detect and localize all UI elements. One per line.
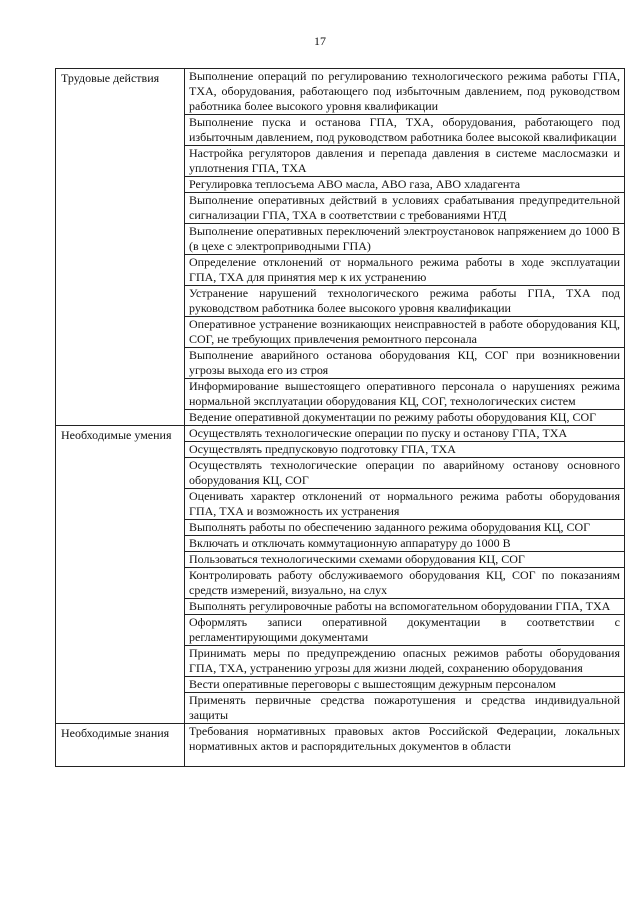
list-item: Выполнять регулировочные работы на вспомогательном оборудовании ГПА, ТХА xyxy=(185,598,624,614)
list-item: Осуществлять технологические операции по аварийному останову основного оборудования КЦ, СОГ xyxy=(185,457,624,488)
list-item: Ведение оперативной документации по режиму работы оборудования КЦ, СОГ xyxy=(185,409,624,425)
list-item: Выполнение оперативных переключений электроустановок напряжением до 1000 В (в цехе с электроприводными ГПА) xyxy=(185,223,624,254)
list-item: Регулировка теплосъема АВО масла, АВО газа, АВО хладагента xyxy=(185,176,624,192)
list-item: Оформлять записи оперативной документации в соответствии с регламентирующими документами xyxy=(185,614,624,645)
list-item: Контролировать работу обслуживаемого оборудования КЦ, СОГ по показаниям средств измерений, визуально, на слух xyxy=(185,567,624,598)
list-item: Пользоваться технологическими схемами оборудования КЦ, СОГ xyxy=(185,551,624,567)
section-required-skills xyxy=(56,426,625,724)
list-item: Оценивать характер отклонений от нормального режима работы оборудования ГПА, ТХА и возможность их устранения xyxy=(185,488,624,519)
list-item: Выполнение оперативных действий в условиях срабатывания предупредительной сигнализации ГПА, ТХА в соответствии с требованиями НТД xyxy=(185,192,624,223)
list-item: Вести оперативные переговоры с вышестоящим дежурным персоналом xyxy=(185,676,624,692)
list-item: Выполнение операций по регулированию технологического режима работы ГПА, ТХА, оборудования, работающего под избыточным давлением, под руководством работника более высокого уровня квалификации xyxy=(189,69,620,113)
section-required-knowledge xyxy=(56,724,625,767)
competency-table xyxy=(55,68,625,767)
section-labor-actions xyxy=(56,69,625,426)
section-label: Необходимые умения xyxy=(56,426,185,724)
list-item: Оперативное устранение возникающих неисправностей в работе оборудования КЦ, СОГ, не требующих привлечения ремонтного персонала xyxy=(185,316,624,347)
list-item: Устранение нарушений технологического режима работы ГПА, ТХА под руководством работника более высокого уровня квалификации xyxy=(185,285,624,316)
list-item: Информирование вышестоящего оперативного персонала о нарушениях режима нормальной эксплуатации оборудования КЦ, СОГ, технологических систем xyxy=(185,378,624,409)
page-number: 17 xyxy=(314,34,326,48)
section-label: Необходимые знания xyxy=(56,724,185,767)
list-item: Выполнение аварийного останова оборудования КЦ, СОГ при возникновении угрозы выхода его из строя xyxy=(185,347,624,378)
list-item: Определение отклонений от нормального режима работы в ходе эксплуатации ГПА, ТХА для принятия мер к их устранению xyxy=(185,254,624,285)
list-item: Выполнение пуска и останова ГПА, ТХА, оборудования, работающего под избыточным давлением, под руководством работника более высокой квалификации xyxy=(185,114,624,145)
list-item: Применять первичные средства пожаротушения и средства индивидуальной защиты xyxy=(185,692,624,723)
list-item: Требования нормативных правовых актов Российской Федерации, локальных нормативных актов и распорядительных документов в области xyxy=(189,724,620,753)
list-item: Принимать меры по предупреждению опасных режимов работы оборудования ГПА, ТХА, устранению угрозы для жизни людей, сохранению оборудования xyxy=(185,645,624,676)
list-item: Включать и отключать коммутационную аппаратуру до 1000 В xyxy=(185,535,624,551)
list-item: Осуществлять предпусковую подготовку ГПА, ТХА xyxy=(185,441,624,457)
list-item: Выполнять работы по обеспечению заданного режима оборудования КЦ, СОГ xyxy=(185,519,624,535)
section-label: Трудовые действия xyxy=(56,69,185,426)
list-item: Настройка регуляторов давления и перепада давления в системе маслосмазки и уплотнения ГПА, ТХА xyxy=(185,145,624,176)
list-item: Осуществлять технологические операции по пуску и останову ГПА, ТХА xyxy=(189,426,568,440)
